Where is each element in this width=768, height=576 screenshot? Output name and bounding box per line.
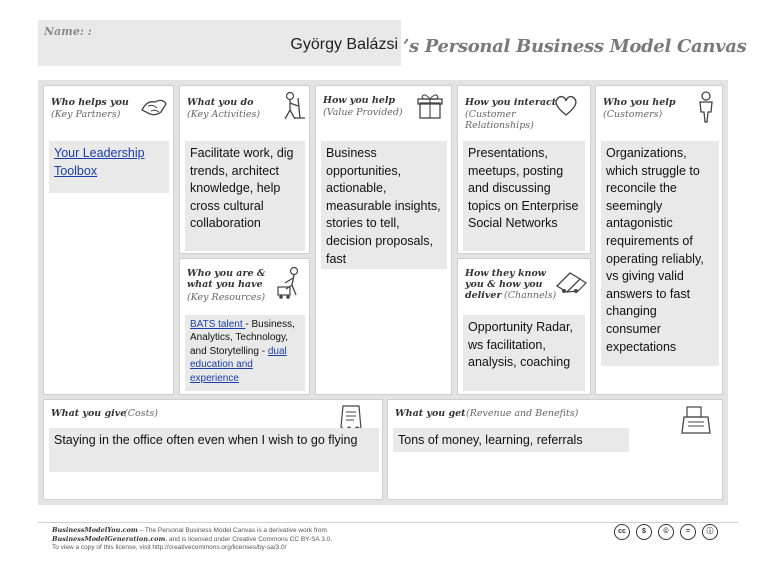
key-partners-title: Who helps you: [51, 97, 129, 108]
footer-divider: [38, 522, 738, 523]
customer-relationships-block: [457, 85, 591, 254]
name-value: György Balázsi: [290, 36, 398, 53]
channels-title-line2: you & how you: [465, 279, 543, 290]
revenue-note: Tons of money, learning, referrals: [393, 428, 629, 452]
heart-icon: [553, 94, 579, 118]
gift-icon: [414, 90, 446, 122]
key-partners-subtitle: (Key Partners): [51, 109, 121, 120]
attribution-icon: ⓘ: [702, 524, 718, 540]
key-activities-subtitle: (Key Activities): [187, 109, 261, 120]
channels-title-line3: deliver: [465, 290, 502, 301]
key-partners-note: [49, 141, 169, 193]
costs-title: What you give: [51, 408, 127, 419]
customer-relationships-title: How you interact: [465, 97, 557, 108]
bats-talent-link[interactable]: BATS talent: [190, 319, 246, 330]
value-provided-title: How you help: [323, 95, 396, 106]
key-activities-title: What you do: [187, 97, 254, 108]
cash-register-icon: [678, 403, 714, 437]
customers-title: Who you help: [603, 97, 676, 108]
channels-subtitle: (Channels): [504, 290, 557, 301]
key-resources-block: [179, 258, 310, 395]
costs-block: [43, 399, 383, 500]
truck-icon: [554, 269, 588, 295]
value-provided-block: [315, 85, 452, 395]
key-partners-link[interactable]: Your Leadership Toolbox: [54, 146, 145, 178]
revenue-title: What you get: [395, 408, 466, 419]
by-icon: $: [636, 524, 652, 540]
customers-note: Organizations, which struggle to reconcile the seemingly antagonistic requirements of operating reliably, vs giving valid answers to fast changing consumer expectations: [601, 141, 719, 366]
value-provided-subtitle: (Value Provided): [323, 107, 403, 118]
key-resources-text: - Business, Analytics, Technology, and Storytelling -: [190, 319, 295, 357]
revenue-subtitle: (Revenue and Benefits): [466, 408, 579, 419]
page-title: ’s Personal Business Model Canvas: [403, 36, 747, 57]
person-icon: [694, 90, 718, 124]
cc-icon: cc: [614, 524, 630, 540]
footer-license-text: [52, 526, 392, 552]
key-partners-block: [43, 85, 174, 395]
customer-relationships-subtitle-line2: Relationships): [465, 120, 534, 131]
handshake-icon: [139, 92, 169, 120]
customers-block: [595, 85, 723, 395]
key-resources-subtitle: (Key Resources): [187, 292, 266, 303]
footer-text-1: – The Personal Business Model Canvas is a derivative work from: [137, 527, 327, 534]
key-resources-title-line1: Who you are &: [187, 268, 266, 279]
dual-education-link[interactable]: dual education and experience: [190, 345, 287, 384]
customer-relationships-note: Presentations, meetups, posting and discussing topics on Enterprise Social Networks: [463, 141, 585, 251]
footer-text-2: , and is licensed under Creative Commons CC BY-SA 3.0.: [165, 536, 333, 543]
key-resources-note: [185, 315, 305, 391]
revenue-block: [387, 399, 723, 500]
channels-block: [457, 258, 591, 395]
worker-cart-icon: [276, 265, 306, 301]
key-activities-note: Facilitate work, dig trends, architect knowledge, help cross cultural collaboration: [185, 141, 305, 251]
costs-subtitle: (Costs): [124, 408, 158, 419]
footer-brand-businessmodelyou[interactable]: BusinessModelYou.com: [52, 526, 138, 534]
copyright-icon: ©: [658, 524, 674, 540]
customer-relationships-subtitle-line1: (Customer: [465, 109, 516, 120]
worker-icon: [278, 90, 306, 122]
name-label: Name: :: [44, 25, 92, 38]
key-resources-title-line2: what you have: [187, 279, 263, 290]
channels-note: Opportunity Radar, ws facilitation, analysis, coaching: [463, 315, 585, 391]
sharealike-icon: =: [680, 524, 696, 540]
key-activities-block: [179, 85, 310, 254]
footer-text-3: To view a copy of this license, visit http://creativecommons.org/licenses/by-sa/3.0/: [52, 544, 287, 551]
channels-title-line1: How they know: [465, 268, 546, 279]
footer-brand-businessmodelgeneration[interactable]: BusinessModelGeneration.com: [52, 535, 166, 543]
value-provided-note: Business opportunities, actionable, measurable insights, stories to tell, decision proposals, fast: [321, 141, 447, 269]
customers-subtitle: (Customers): [603, 109, 663, 120]
costs-note: Staying in the office often even when I wish to go flying: [49, 428, 379, 472]
